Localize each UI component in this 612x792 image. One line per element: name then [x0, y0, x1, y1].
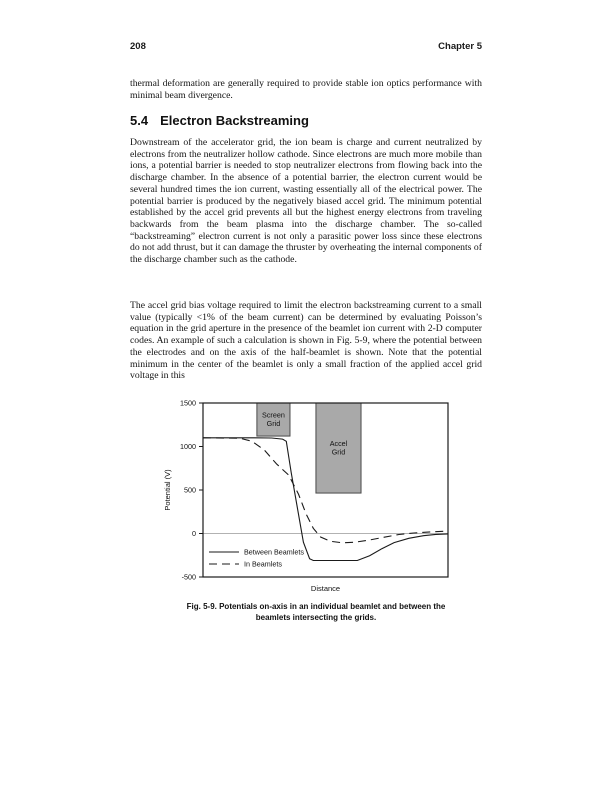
running-head [130, 41, 482, 52]
legend-label-0: Between Beamlets [244, 547, 304, 557]
grid-box-label-0: Screen Grid [262, 410, 285, 429]
y-axis-title: Potential (V) [163, 469, 172, 511]
legend-label-1: In Beamlets [244, 559, 282, 569]
page-number: 208 [130, 41, 146, 52]
paragraph-1: Downstream of the accelerator grid, the ion beam is charge and current neutralized by electrons from the neutralizer hollow cathode. Since electrons are much more mobile than ions, a potential barrier is needed to stop neutralizer electrons from flowing back into the discharge chamber. In the absence of a potential barrier, the electron current would be several hundred times the ion current, wasting essentially all of the electrical power. The potential barrier is produced by the negatively biased accel grid. The minimum potential established by the accel grid prevents all but the highest energy electrons from traveling backwards from the beam plasma into the discharge chamber. The so-called “backstreaming” electron current is not only a parasitic power loss since these electrons do not add thrust, but it can damage the thruster by overheating the internal components of the discharge chamber such as the cathode. [130, 137, 482, 266]
x-axis-title: Distance [310, 584, 341, 593]
y-tick-label-500: 500 [184, 485, 196, 495]
chapter-label: Chapter 5 [438, 41, 482, 52]
y-tick-label-1000: 1000 [180, 442, 196, 451]
section-number: 5.4 [130, 113, 149, 128]
figure-caption-line2: beamlets intersecting the grids. [255, 612, 377, 622]
paragraph-2: The accel grid bias voltage required to limit the electron backstreaming current to a small value (typically <1% of the beam current) can be determined by evaluating Poisson’s equation in the grid aperture in the presence of the beamlet ion current with 2-D computer codes. An example of such a calculation is shown in Fig. 5-9, where the potential between the electrodes and on the axis of the half-beamlet is shown. Note that the potential minimum in the center of the beamlet is only a small fraction of the applied accel grid voltage in this [130, 300, 482, 382]
section-heading [130, 113, 482, 128]
y-tick-label--500: -500 [181, 572, 196, 582]
figure-caption [150, 602, 482, 623]
figure-caption-line1: Fig. 5-9. Potentials on-axis in an individual beamlet and between the [186, 602, 446, 611]
paragraph-intro: thermal deformation are generally required to provide stable ion optics performance with minimal beam divergence. [130, 78, 482, 101]
grid-box-label-1: Accel Grid [329, 439, 348, 457]
y-tick-label-0: 0 [192, 529, 196, 538]
section-title: Electron Backstreaming [160, 113, 309, 128]
figure-5-9-chart [160, 398, 460, 598]
y-tick-label-1500: 1500 [180, 398, 196, 408]
